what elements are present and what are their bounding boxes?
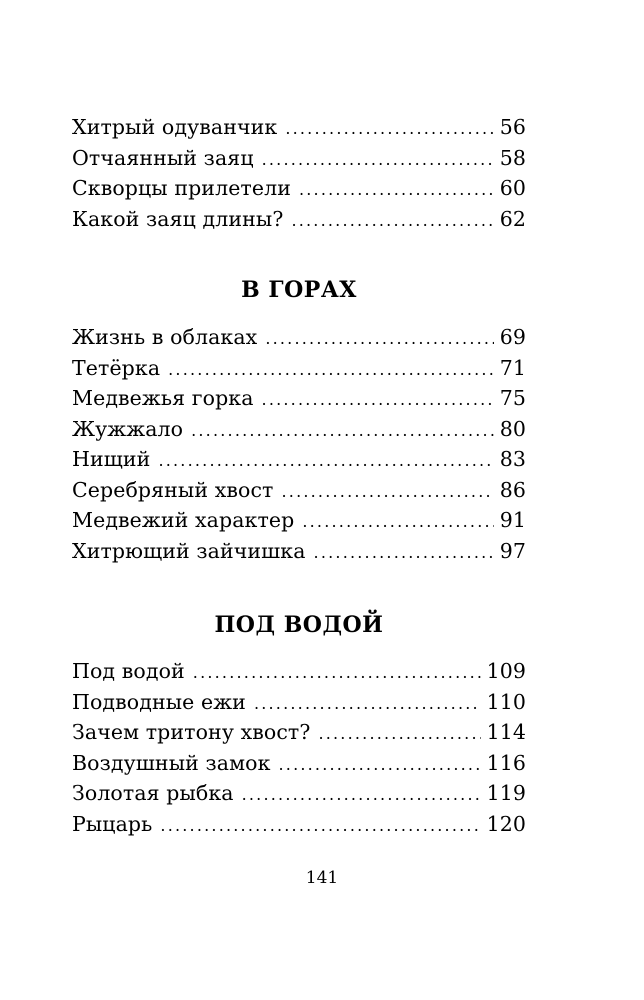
toc-entry bbox=[72, 417, 526, 448]
toc-entry bbox=[72, 176, 526, 207]
toc-block-underwater bbox=[72, 659, 526, 842]
section-heading-mountains: В ГОРАХ bbox=[241, 277, 357, 303]
toc-entry-title: Зачем тритону хвост? bbox=[72, 720, 311, 744]
toc-entry bbox=[72, 325, 526, 356]
toc-entry-title: Отчаянный заяц bbox=[72, 145, 254, 170]
toc-entry-title: Золотая рыбка bbox=[72, 781, 234, 805]
toc-entry-title: Хитрый одуванчик bbox=[72, 115, 278, 139]
toc-leader-dots bbox=[242, 781, 481, 805]
toc-leader-dots bbox=[291, 207, 493, 231]
toc-entry-title: Серебряный хвост bbox=[72, 477, 274, 502]
toc-leader-dots bbox=[302, 508, 493, 532]
toc-leader-dots bbox=[160, 812, 480, 836]
toc-entry-title: Подводные ежи bbox=[72, 689, 246, 714]
toc-entry-page: 75 bbox=[499, 386, 526, 410]
toc-entry-page: 91 bbox=[499, 508, 526, 532]
toc-entry-title: Скворцы прилетели bbox=[72, 176, 291, 200]
toc-entry-page: 60 bbox=[499, 176, 526, 200]
toc-leader-dots bbox=[193, 659, 481, 683]
toc-entry-title: Медвежий характер bbox=[72, 508, 295, 532]
toc-entry bbox=[72, 690, 526, 721]
toc-entry bbox=[72, 720, 526, 751]
toc-leader-dots bbox=[262, 146, 494, 170]
toc-entry-title: Тетёрка bbox=[72, 355, 161, 380]
toc-entry-page: 110 bbox=[486, 689, 526, 714]
toc-entry-page: 83 bbox=[499, 447, 526, 471]
toc-leader-dots bbox=[279, 751, 481, 775]
toc-entry-page: 109 bbox=[486, 659, 526, 683]
toc-entry-page: 80 bbox=[499, 416, 526, 441]
toc-entry-title: Жизнь в облаках bbox=[72, 325, 258, 349]
toc-leader-dots bbox=[314, 539, 494, 563]
toc-entry-page: 58 bbox=[499, 145, 526, 170]
toc-leader-dots bbox=[158, 447, 493, 471]
toc-entry bbox=[72, 207, 526, 238]
toc-entry-page: 71 bbox=[499, 355, 526, 380]
toc-entry-page: 114 bbox=[486, 720, 526, 744]
toc-entry-title: Воздушный замок bbox=[72, 750, 271, 775]
section-heading-underwater: ПОД ВОДОЙ bbox=[214, 612, 384, 638]
toc-entry-page: 97 bbox=[499, 538, 526, 563]
toc-entry bbox=[72, 751, 526, 782]
toc-entry-page: 86 bbox=[499, 477, 526, 502]
toc-leader-dots bbox=[168, 356, 494, 380]
toc-leader-dots bbox=[285, 115, 493, 139]
toc-entry bbox=[72, 812, 526, 843]
toc-entry-title: Хитрющий зайчишка bbox=[72, 538, 306, 563]
toc-entry-title: Рыцарь bbox=[72, 811, 153, 836]
toc-entry bbox=[72, 447, 526, 478]
toc-entry-title: Какой заяц длины? bbox=[72, 206, 284, 231]
toc-block-continued bbox=[72, 115, 526, 237]
toc-entry bbox=[72, 781, 526, 812]
toc-entry-page: 119 bbox=[486, 781, 526, 805]
toc-entry bbox=[72, 478, 526, 509]
toc-entry bbox=[72, 146, 526, 177]
toc-leader-dots bbox=[265, 325, 493, 349]
toc-entry-title: Под водой bbox=[72, 659, 185, 683]
toc-entry-title: Медвежья горка bbox=[72, 386, 254, 410]
toc-leader-dots bbox=[299, 176, 494, 200]
toc-entry bbox=[72, 539, 526, 570]
toc-entry-title: Жужжало bbox=[72, 416, 184, 441]
toc-leader-dots bbox=[191, 417, 494, 441]
toc-leader-dots bbox=[318, 720, 480, 744]
toc-leader-dots bbox=[262, 386, 494, 410]
toc-entry-title: Нищий bbox=[72, 447, 151, 471]
toc-entry-page: 120 bbox=[486, 811, 526, 836]
toc-entry bbox=[72, 356, 526, 387]
toc-entry-page: 116 bbox=[486, 750, 526, 775]
toc-block-mountains bbox=[72, 325, 526, 569]
toc-entry-page: 69 bbox=[499, 325, 526, 349]
page-number: 141 bbox=[305, 868, 339, 888]
toc-entry bbox=[72, 115, 526, 146]
toc-entry bbox=[72, 659, 526, 690]
toc-entry-page: 62 bbox=[499, 206, 526, 231]
toc-leader-dots bbox=[282, 478, 494, 502]
toc-entry bbox=[72, 508, 526, 539]
toc-entry bbox=[72, 386, 526, 417]
table-of-contents bbox=[72, 115, 526, 842]
toc-leader-dots bbox=[254, 690, 481, 714]
toc-entry-page: 56 bbox=[499, 115, 526, 139]
